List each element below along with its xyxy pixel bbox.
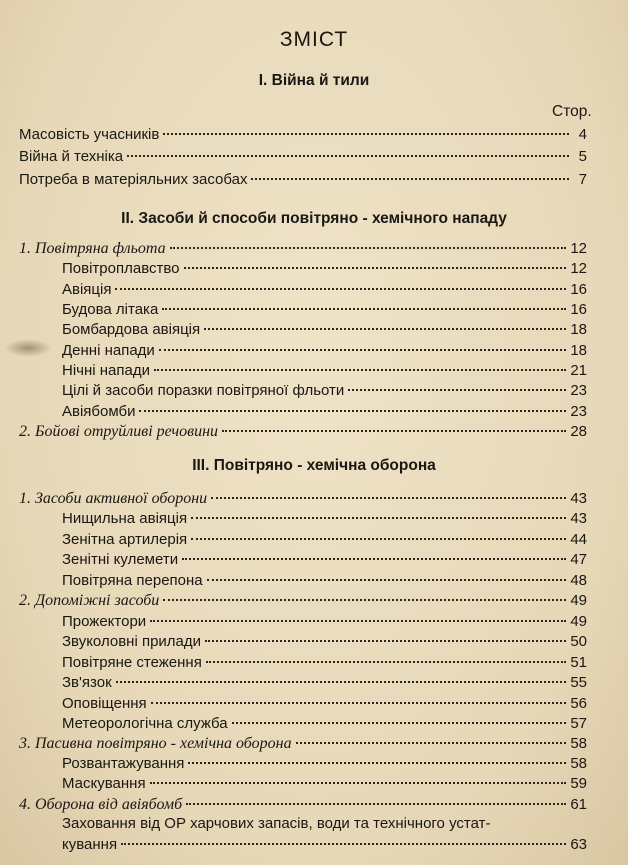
toc-entry-page: 7 <box>578 171 587 188</box>
toc-entry <box>62 613 587 633</box>
toc-entry-page: 47 <box>570 551 587 568</box>
toc-entry-page: 57 <box>570 715 587 732</box>
dot-leader <box>206 661 566 663</box>
dot-leader <box>348 389 566 391</box>
toc-entry-page: 43 <box>570 490 587 507</box>
toc-entry-page: 56 <box>570 695 587 712</box>
toc-entry <box>62 342 587 362</box>
dot-leader <box>186 803 566 805</box>
toc-entry <box>19 490 587 510</box>
toc-entry-page: 16 <box>570 281 587 298</box>
dot-leader <box>115 288 566 290</box>
toc-entry-label: 3. Пасивна повітряно - хемічна оборона <box>19 735 292 752</box>
dot-leader <box>232 722 567 724</box>
toc-entry-page: 21 <box>570 362 587 379</box>
dot-leader <box>222 430 566 432</box>
toc-entry-label: 4. Оборона від авіябомб <box>19 796 183 813</box>
dot-leader <box>163 599 566 601</box>
dot-leader <box>207 579 567 581</box>
section-heading: III. Повітряно - хемічна оборона <box>192 457 436 474</box>
toc-entry-label: Бомбардова авіяція <box>62 321 201 338</box>
toc-entry <box>62 321 587 341</box>
dot-leader <box>162 308 566 310</box>
toc-entry-label: Повітряна перепона <box>62 572 203 589</box>
toc-entry-label: Метеорологічна служба <box>62 715 228 732</box>
toc-entry-label: Звуколовні прилади <box>62 633 202 650</box>
dot-leader <box>154 369 566 371</box>
dot-leader <box>182 558 566 560</box>
toc-entry-page: 12 <box>570 240 587 257</box>
toc-entry-label: Зенітна артилерія <box>62 531 188 548</box>
toc-entry-page: 23 <box>570 403 587 420</box>
toc-entry-label: Нічні напади <box>62 362 150 379</box>
dot-leader <box>296 742 567 744</box>
dot-leader <box>211 497 566 499</box>
toc-entry-page: 58 <box>570 755 587 772</box>
toc-entry-label: Нищильна авіяція <box>62 510 188 527</box>
toc-entry-page: 4 <box>578 126 587 143</box>
dot-leader <box>150 620 566 622</box>
dot-leader <box>121 843 566 845</box>
dot-leader <box>159 349 567 351</box>
toc-entry <box>62 715 587 735</box>
toc-entry <box>62 403 587 423</box>
toc-entry <box>19 592 587 612</box>
toc-entry-page: 18 <box>570 321 587 338</box>
toc-entry <box>62 633 587 653</box>
toc-entry-page: 43 <box>570 510 587 527</box>
toc-entry <box>62 775 587 795</box>
toc-entry-label: Авіяція <box>62 281 112 298</box>
toc-entry-page: 49 <box>570 613 587 630</box>
toc-entry-page: 28 <box>570 423 587 440</box>
toc-entry-label: Розвантажування <box>62 755 185 772</box>
dot-leader <box>116 681 567 683</box>
dot-leader <box>170 247 567 249</box>
toc-entry-label: Потреба в матеріяльних засобах <box>19 171 248 188</box>
toc-entry-label: Маскування <box>62 775 146 792</box>
toc-entry-label: Зв'язок <box>62 674 112 691</box>
toc-entry <box>19 171 587 191</box>
paper-stain <box>4 339 52 357</box>
toc-entry-page: 61 <box>570 796 587 813</box>
toc-entry-page: 16 <box>570 301 587 318</box>
toc-entry-label: Заховання від ОР харчових запасів, води та технічного устат- <box>62 815 491 832</box>
toc-entry-label: Оповіщення <box>62 695 147 712</box>
section-heading: II. Засоби й способи повітряно - хемічного нападу <box>121 210 507 227</box>
toc-entry-label: 2. Бойові отруйливі речовини <box>19 423 219 440</box>
toc-entry <box>62 260 587 280</box>
dot-leader <box>163 133 569 135</box>
page-title: ЗМІСТ <box>279 28 349 51</box>
toc-entry-label: Повітряне стеження <box>62 654 202 671</box>
toc-entry-label: 1. Повітряна фльота <box>19 240 166 257</box>
toc-entry-page: 49 <box>570 592 587 609</box>
toc-entry-page: 12 <box>570 260 587 277</box>
toc-entry <box>19 126 587 146</box>
toc-entry-page: 58 <box>570 735 587 752</box>
dot-leader <box>151 702 567 704</box>
toc-entry-label: Цілі й засоби поразки повітряної фльоти <box>62 382 345 399</box>
toc-entry <box>19 240 587 260</box>
toc-entry <box>62 362 587 382</box>
toc-entry-page: 5 <box>578 148 587 165</box>
toc-entry-page: 51 <box>570 654 587 671</box>
toc-entry-page: 63 <box>570 836 587 853</box>
toc-entry <box>19 735 587 755</box>
toc-entry <box>62 654 587 674</box>
toc-entry-page: 50 <box>570 633 587 650</box>
toc-entry <box>19 423 587 443</box>
toc-entry <box>62 674 587 694</box>
toc-entry-label: Авіябомби <box>62 403 136 420</box>
toc-entry-label: Війна й техніка <box>19 148 124 165</box>
toc-entry-label: Повітроплавство <box>62 260 180 277</box>
dot-leader <box>191 517 566 519</box>
dot-leader <box>251 178 569 180</box>
section-heading: І. Війна й тили <box>258 72 370 89</box>
toc-entry-page: 23 <box>570 382 587 399</box>
toc-entry-label: Будова літака <box>62 301 159 318</box>
dot-leader <box>184 267 567 269</box>
toc-entry-page: 44 <box>570 531 587 548</box>
toc-entry <box>62 695 587 715</box>
dot-leader <box>127 155 569 157</box>
toc-entry <box>62 755 587 775</box>
dot-leader <box>150 782 567 784</box>
toc-entry-page: 55 <box>570 674 587 691</box>
toc-entry-page: 48 <box>570 572 587 589</box>
dot-leader <box>204 328 566 330</box>
toc-entry <box>62 301 587 321</box>
toc-entry-label: 2. Допоміжні засоби <box>19 592 160 609</box>
toc-entry-label: 1. Засоби активної оборони <box>19 490 208 507</box>
dot-leader <box>191 538 566 540</box>
toc-entry <box>62 531 587 551</box>
toc-entry <box>62 281 587 301</box>
toc-entry <box>19 148 587 168</box>
toc-entry-page: 59 <box>570 775 587 792</box>
toc-entry <box>62 510 587 530</box>
toc-entry-label: Прожектори <box>62 613 147 630</box>
toc-entry <box>19 796 587 816</box>
dot-leader <box>139 410 566 412</box>
dot-leader <box>205 640 566 642</box>
toc-entry <box>62 572 587 592</box>
toc-entry <box>62 836 587 856</box>
toc-entry-label: Масовість учасників <box>19 126 160 143</box>
toc-entry-label: кування <box>62 836 118 853</box>
toc-entry-label: Денні напади <box>62 342 155 359</box>
toc-entry-label: Зенітні кулемети <box>62 551 179 568</box>
toc-entry <box>62 551 587 571</box>
page-column-label: Стор. <box>552 103 592 120</box>
dot-leader <box>188 762 566 764</box>
toc-entry <box>62 382 587 402</box>
toc-entry-page: 18 <box>570 342 587 359</box>
